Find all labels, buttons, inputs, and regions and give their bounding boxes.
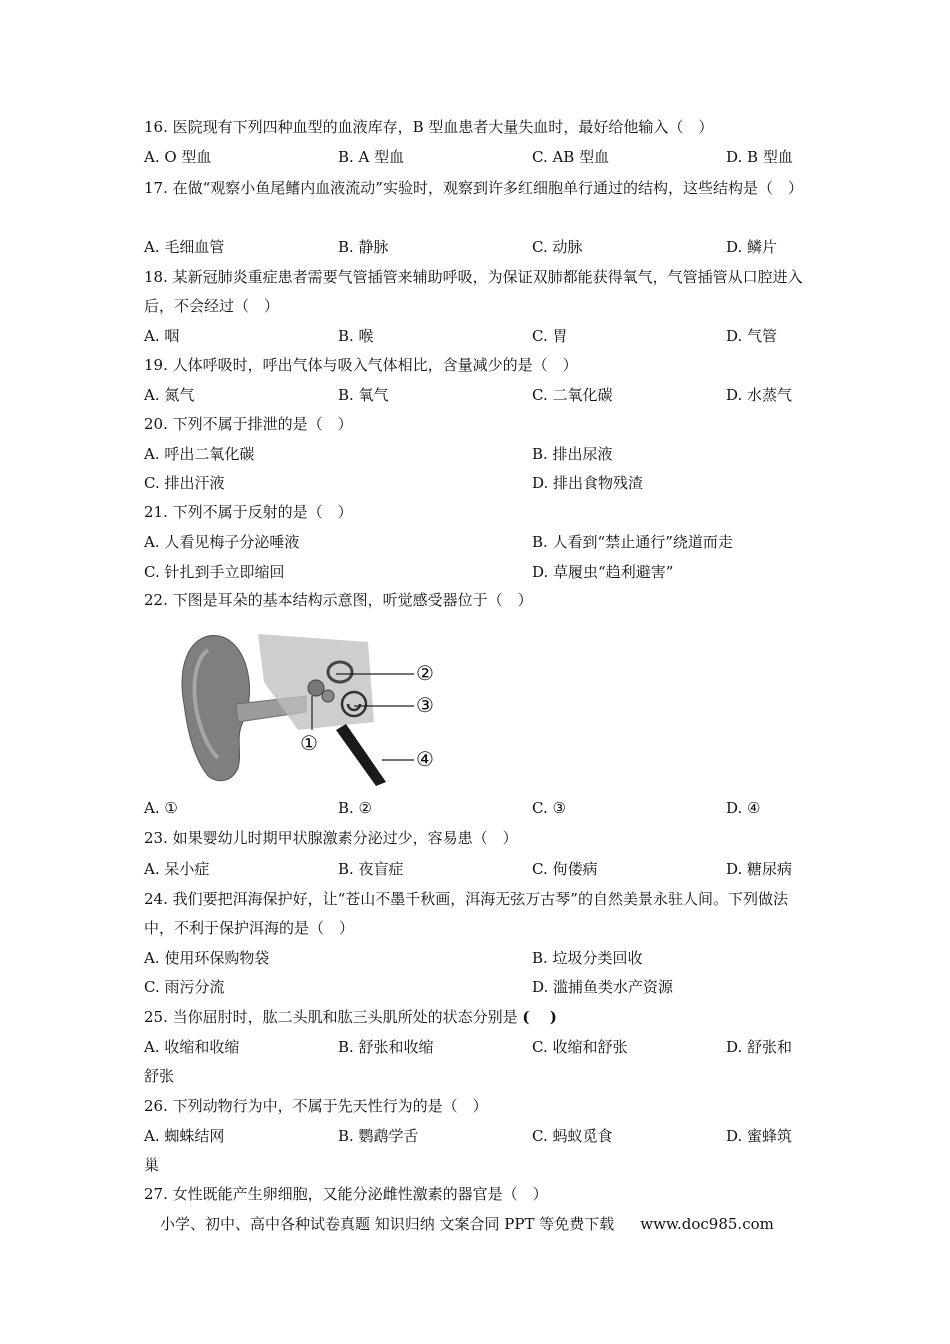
option-a: A. 使用环保购物袋 bbox=[144, 949, 270, 967]
option-b: B. 夜盲症 bbox=[338, 860, 404, 878]
option-c: C. 雨污分流 bbox=[144, 978, 225, 996]
option-a: A. 收缩和收缩 bbox=[144, 1038, 240, 1056]
option-b: B. A 型血 bbox=[338, 148, 405, 166]
figure-label-1: ① bbox=[300, 731, 318, 755]
option-d: D. 鳞片 bbox=[726, 238, 778, 256]
option-c: C. 胃 bbox=[532, 327, 568, 345]
question-22-options bbox=[144, 798, 808, 818]
question-25-options bbox=[144, 1037, 808, 1057]
option-a: A. 咽 bbox=[144, 327, 180, 345]
question-20-options-row1 bbox=[144, 444, 808, 464]
question-26-options bbox=[144, 1126, 808, 1146]
question-26-stem: 26. 下列动物行为中，不属于先天性行为的是（ ） bbox=[144, 1097, 488, 1115]
question-16-stem: 16. 医院现有下列四种血型的血液库存，B 型血患者大量失血时，最好给他输入（ ） bbox=[144, 118, 714, 136]
eustachian-tube bbox=[336, 724, 386, 786]
question-19-stem: 19. 人体呼吸时，呼出气体与吸入气体相比，含量减少的是（ ） bbox=[144, 356, 578, 374]
option-d: D. 糖尿病 bbox=[726, 860, 793, 878]
option-d: D. B 型血 bbox=[726, 148, 793, 166]
question-21-options-row1 bbox=[144, 532, 808, 552]
option-a: A. 蜘蛛结网 bbox=[144, 1127, 225, 1145]
option-b: B. 舒张和收缩 bbox=[338, 1038, 434, 1056]
option-c: C. 二氧化碳 bbox=[532, 386, 613, 404]
question-21-stem: 21. 下列不属于反射的是（ ） bbox=[144, 503, 353, 521]
option-c: C. 佝偻病 bbox=[532, 860, 598, 878]
option-d: D. 蜜蜂筑 bbox=[726, 1127, 793, 1145]
question-18-stem: 18. 某新冠肺炎重症患者需要气管插管来辅助呼吸，为保证双肺都能获得氧气，气管插管从口腔进入后，不会经过（ ） bbox=[144, 268, 803, 315]
question-23-stem: 23. 如果婴幼儿时期甲状腺激素分泌过少，容易患（ ） bbox=[144, 829, 518, 847]
figure-label-4: ④ bbox=[416, 747, 434, 771]
ear-structure-figure bbox=[178, 626, 440, 786]
ossicle bbox=[308, 680, 324, 696]
option-c: C. 动脉 bbox=[532, 238, 583, 256]
option-b: B. 人看到“禁止通行”绕道而走 bbox=[532, 533, 733, 551]
question-24-options-row2 bbox=[144, 977, 808, 997]
question-24-stem: 24. 我们要把洱海保护好，让“苍山不墨千秋画，洱海无弦万古琴”的自然美景永驻人间。下列做法中，不利于保护洱海的是（ ） bbox=[144, 890, 788, 937]
ossicle bbox=[322, 690, 334, 702]
option-b: B. 排出尿液 bbox=[532, 445, 613, 463]
option-c: C. 排出汗液 bbox=[144, 474, 225, 492]
option-b: B. 鹦鹉学舌 bbox=[338, 1127, 419, 1145]
option-b: B. 静脉 bbox=[338, 238, 389, 256]
option-c: C. 针扎到手立即缩回 bbox=[144, 563, 285, 581]
footer-url[interactable]: www.doc985.com bbox=[640, 1215, 774, 1233]
question-22-stem: 22. 下图是耳朵的基本结构示意图，听觉感受器位于（ ） bbox=[144, 591, 533, 609]
option-a: A. O 型血 bbox=[144, 148, 212, 166]
question-25-stem bbox=[144, 1007, 557, 1027]
question-27-stem: 27. 女性既能产生卵细胞，又能分泌雌性激素的器官是（ ） bbox=[144, 1185, 548, 1203]
question-21-options-row2 bbox=[144, 562, 808, 582]
option-a: A. 氮气 bbox=[144, 386, 195, 404]
option-a: A. ① bbox=[144, 799, 178, 817]
option-a: A. 毛细血管 bbox=[144, 238, 225, 256]
option-d: D. 草履虫“趋利避害” bbox=[532, 563, 674, 581]
option-d: D. 排出食物残渣 bbox=[532, 474, 644, 492]
option-c: C. ③ bbox=[532, 799, 566, 817]
question-16-options bbox=[144, 147, 808, 167]
question-26-option-tail: 巢 bbox=[144, 1156, 160, 1174]
option-b: B. 喉 bbox=[338, 327, 374, 345]
question-18-options bbox=[144, 326, 808, 346]
footer-text: 小学、初中、高中各种试卷真题 知识归纳 文案合同 PPT 等免费下载 bbox=[160, 1215, 615, 1233]
question-25-option-tail: 舒张 bbox=[144, 1067, 175, 1085]
option-d: D. 滥捕鱼类水产资源 bbox=[532, 978, 674, 996]
option-c: C. 蚂蚁觅食 bbox=[532, 1127, 613, 1145]
question-23-options bbox=[144, 859, 808, 879]
question-17-stem: 17. 在做“观察小鱼尾鳍内血液流动”实验时，观察到许多红细胞单行通过的结构，这些结构是（ ） bbox=[144, 179, 803, 197]
question-25-paren: ( ) bbox=[522, 1008, 557, 1026]
question-24-options-row1 bbox=[144, 948, 808, 968]
question-20-options-row2 bbox=[144, 473, 808, 493]
option-b: B. 垃圾分类回收 bbox=[532, 949, 643, 967]
option-a: A. 呆小症 bbox=[144, 860, 210, 878]
option-d: D. ④ bbox=[726, 799, 761, 817]
question-19-options bbox=[144, 385, 808, 405]
question-20-stem: 20. 下列不属于排泄的是（ ） bbox=[144, 415, 353, 433]
option-a: A. 人看见梅子分泌唾液 bbox=[144, 533, 300, 551]
figure-label-3: ③ bbox=[416, 693, 434, 717]
option-d: D. 舒张和 bbox=[726, 1038, 793, 1056]
option-b: B. ② bbox=[338, 799, 373, 817]
option-c: C. 收缩和舒张 bbox=[532, 1038, 628, 1056]
option-c: C. AB 型血 bbox=[532, 148, 610, 166]
figure-label-2: ② bbox=[416, 661, 434, 685]
question-25-text: 25. 当你屈肘时，肱二头肌和肱三头肌所处的状态分别是 bbox=[144, 1008, 518, 1026]
option-d: D. 气管 bbox=[726, 327, 778, 345]
question-17-options bbox=[144, 237, 808, 257]
option-b: B. 氧气 bbox=[338, 386, 389, 404]
option-d: D. 水蒸气 bbox=[726, 386, 793, 404]
option-a: A. 呼出二氧化碳 bbox=[144, 445, 255, 463]
page-footer bbox=[160, 1214, 774, 1234]
